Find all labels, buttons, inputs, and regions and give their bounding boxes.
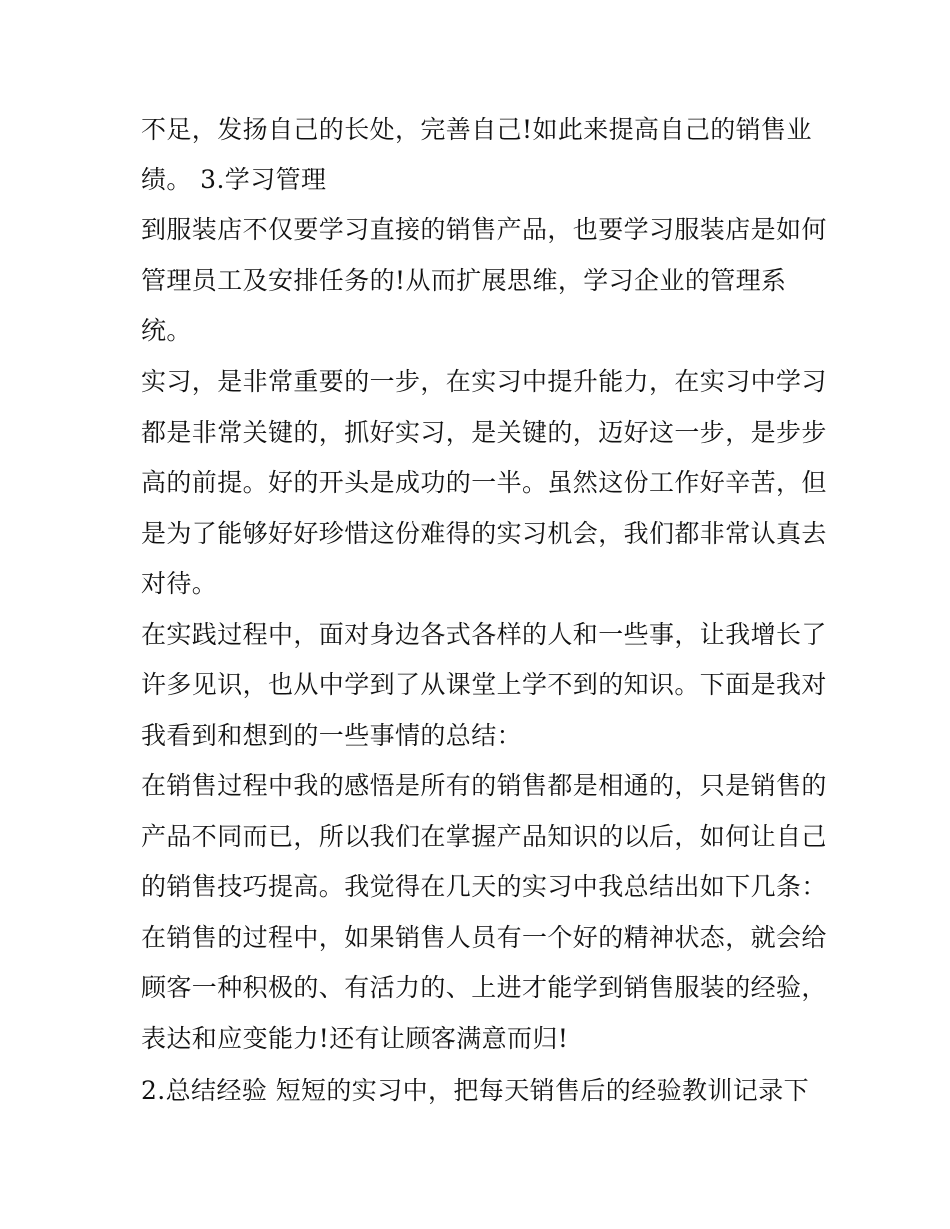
text-line: 表达和应变能力!还有让顾客满意而归! xyxy=(141,1024,569,1053)
text-line: 统。 xyxy=(141,316,192,345)
text-line: 对待。 xyxy=(141,569,218,598)
text-line: 在实践过程中，面对身边各式各样的人和一些事，让我增长了 xyxy=(141,620,827,649)
text-line: 高的前提。好的开头是成功的一半。虽然这份工作好辛苦，但 xyxy=(141,468,827,497)
text-line: 绩。 3.学习管理 xyxy=(141,165,327,194)
text-line: 实习，是非常重要的一步，在实习中提升能力，在实习中学习 xyxy=(141,367,827,396)
text-line: 产品不同而已，所以我们在掌握产品知识的以后，如何让自己 xyxy=(141,822,827,851)
text-line: 是为了能够好好珍惜这份难得的实习机会，我们都非常认真去 xyxy=(141,519,827,548)
text-line: 不足，发扬自己的长处，完善自己!如此来提高自己的销售业 xyxy=(141,115,812,144)
text-line: 都是非常关键的，抓好实习，是关键的，迈好这一步，是步步 xyxy=(141,418,827,447)
text-line: 我看到和想到的一些事情的总结： xyxy=(141,721,523,750)
text-line: 顾客一种积极的、有活力的、上进才能学到销售服装的经验， xyxy=(141,973,827,1002)
text-line: 的销售技巧提高。我觉得在几天的实习中我总结出如下几条： xyxy=(141,872,827,901)
text-line: 到服装店不仅要学习直接的销售产品，也要学习服装店是如何 xyxy=(141,215,827,244)
text-line: 许多见识，也从中学到了从课堂上学不到的知识。下面是我对 xyxy=(141,670,827,699)
text-line: 在销售的过程中，如果销售人员有一个好的精神状态，就会给 xyxy=(141,923,827,952)
text-line: 2.总结经验 短短的实习中，把每天销售后的经验教训记录下 xyxy=(141,1076,810,1105)
text-line: 在销售过程中我的感悟是所有的销售都是相通的，只是销售的 xyxy=(141,771,827,800)
text-line: 管理员工及安排任务的!从而扩展思维，学习企业的管理系 xyxy=(141,266,787,295)
